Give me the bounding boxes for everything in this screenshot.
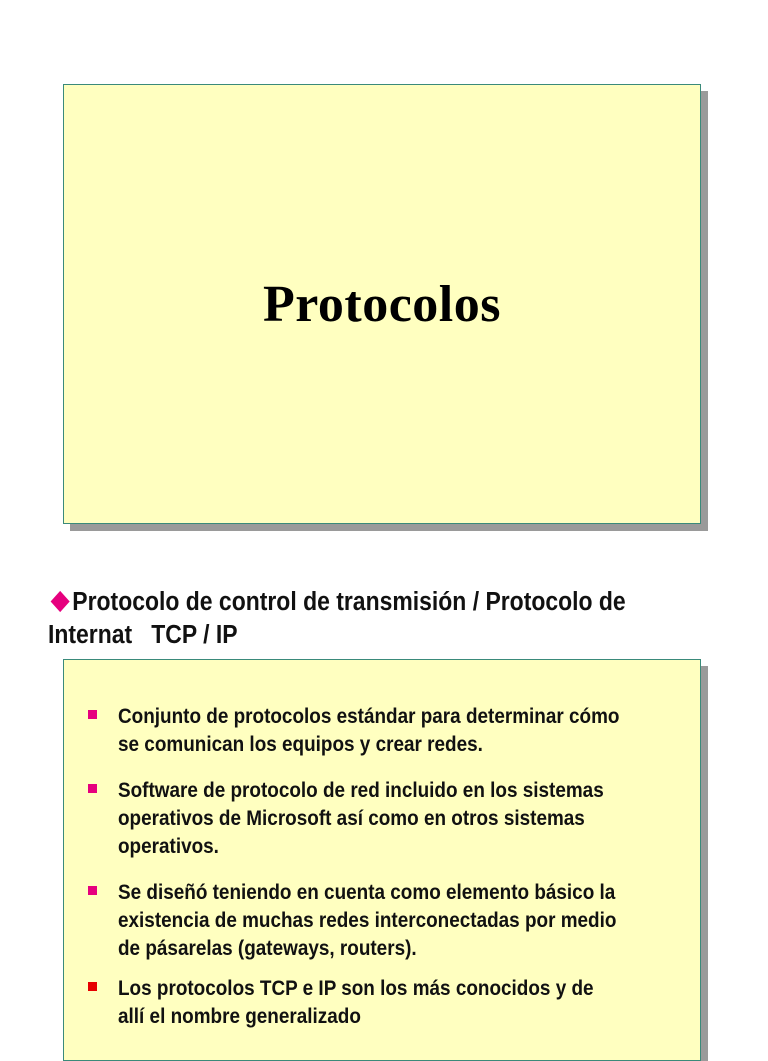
slide-title: Protocolos bbox=[263, 275, 501, 333]
list-item bbox=[88, 776, 688, 860]
square-bullet-icon bbox=[88, 982, 97, 991]
list-item bbox=[88, 878, 688, 962]
bullet-line: allí el nombre generalizado bbox=[118, 1004, 361, 1028]
bullet-line: operativos de Microsoft así como en otros sistemas bbox=[118, 806, 585, 830]
bullet-line: operativos. bbox=[118, 834, 219, 858]
section-heading bbox=[48, 586, 750, 652]
bullet-line: existencia de muchas redes interconectadas por medio bbox=[118, 908, 617, 932]
bullet-list-card bbox=[63, 659, 701, 1061]
title-slide-card bbox=[63, 84, 701, 524]
square-bullet-icon bbox=[88, 710, 97, 719]
list-item bbox=[88, 702, 688, 758]
bullet-line: Se diseñó teniendo en cuenta como elemento básico la bbox=[118, 880, 616, 904]
bullet-line: de pásarelas (gateways, routers). bbox=[118, 936, 417, 960]
square-bullet-icon bbox=[88, 886, 97, 895]
square-bullet-icon bbox=[88, 784, 97, 793]
bullet-line: se comunican los equipos y crear redes. bbox=[118, 732, 483, 756]
bullet-line: Conjunto de protocolos estándar para determinar cómo bbox=[118, 704, 620, 728]
list-item bbox=[88, 974, 688, 1030]
bullet-line: Los protocolos TCP e IP son los más conocidos y de bbox=[118, 976, 594, 1000]
diamond-bullet-icon bbox=[51, 591, 70, 612]
bullet-list bbox=[88, 702, 688, 1048]
section-heading-line1: Protocolo de control de transmisión / Protocolo de bbox=[72, 588, 626, 616]
section-heading-line2: Internat TCP / IP bbox=[48, 621, 238, 649]
bullet-line: Software de protocolo de red incluido en los sistemas bbox=[118, 778, 604, 802]
